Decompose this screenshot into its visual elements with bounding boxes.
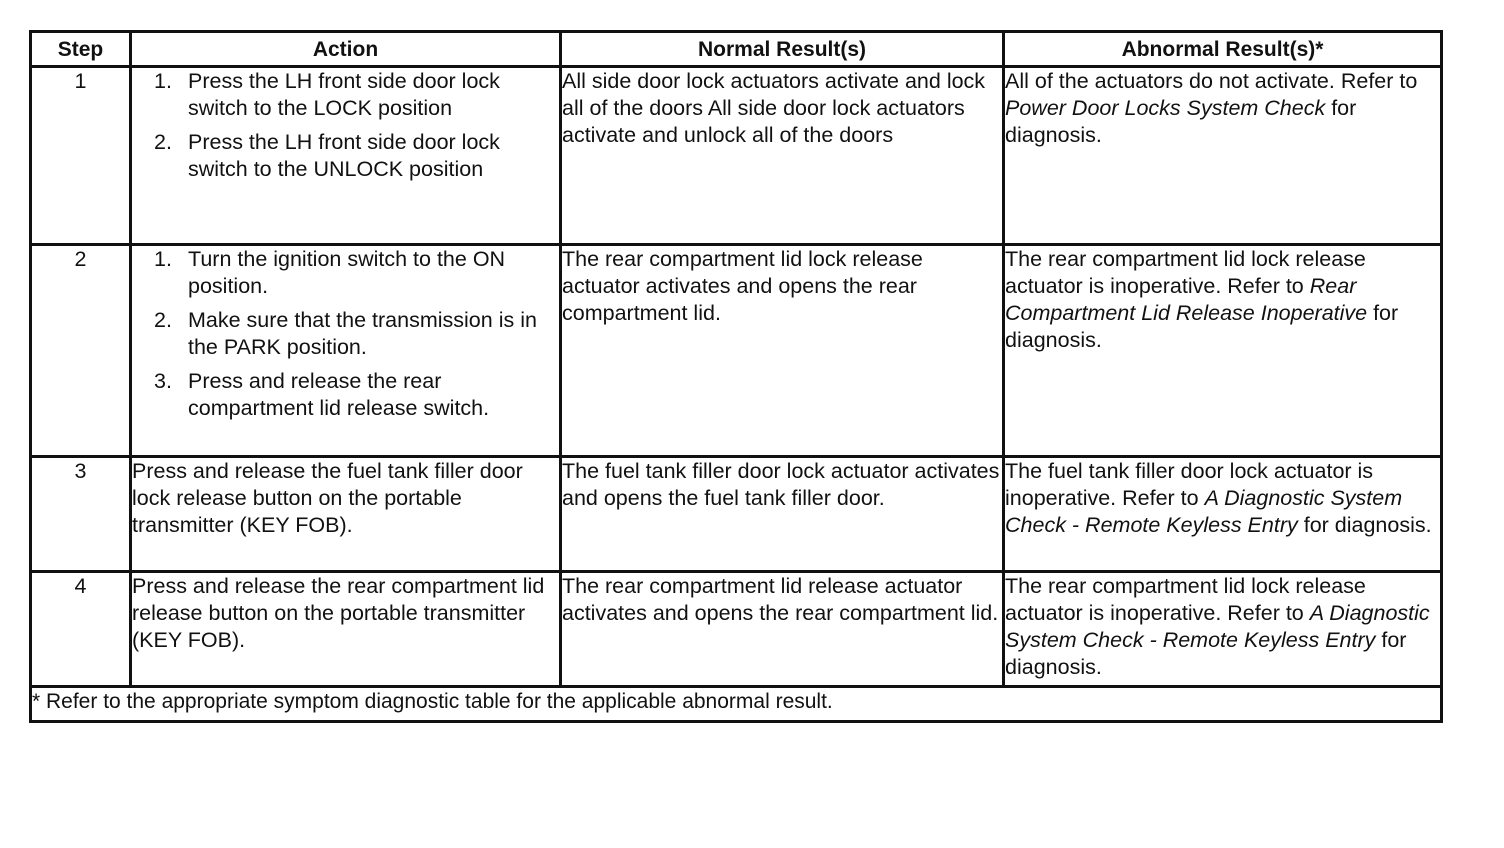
action-item-number: 1. bbox=[154, 69, 172, 93]
action-item-text: Press the LH front side door lock switch to the LOCK position bbox=[188, 69, 500, 120]
action-text: Press and release the fuel tank filler door lock release button on the portable transmitter (KEY FOB). bbox=[131, 457, 561, 572]
step-number: 3 bbox=[31, 457, 131, 572]
abnormal-text: The fuel tank filler door lock actuator is inoperative. Refer to bbox=[1005, 459, 1374, 510]
action-item-number: 3. bbox=[154, 369, 172, 393]
action-list bbox=[132, 246, 559, 422]
abnormal-text-suffix: for diagnosis. bbox=[1297, 513, 1432, 537]
abnormal-text: The rear compartment lid lock release actuator is inoperative. Refer to bbox=[1005, 247, 1366, 298]
table-row bbox=[31, 67, 1442, 245]
action-item-text: Press and release the rear compartment lid release switch. bbox=[188, 369, 490, 420]
normal-result: The fuel tank filler door lock actuator activates and opens the fuel tank filler door. bbox=[561, 457, 1004, 572]
action-list-item bbox=[154, 246, 559, 300]
action-text: Press and release the rear compartment lid release button on the portable transmitter (KEY FOB). bbox=[131, 572, 561, 687]
action-list-item bbox=[154, 368, 559, 422]
action-cell bbox=[131, 245, 561, 457]
action-cell bbox=[131, 67, 561, 245]
abnormal-text: All of the actuators do not activate. Refer to bbox=[1005, 69, 1418, 93]
abnormal-text: The rear compartment lid lock release actuator is inoperative. Refer to bbox=[1005, 574, 1366, 625]
step-number: 2 bbox=[31, 245, 131, 457]
abnormal-text-suffix: for diagnosis. bbox=[1005, 301, 1399, 352]
table-row bbox=[31, 572, 1442, 687]
header-step: Step bbox=[31, 32, 131, 67]
diagnosis-reference: A Diagnostic System Check - Remote Keyless Entry bbox=[1005, 601, 1430, 652]
step-number: 1 bbox=[31, 67, 131, 245]
action-item-number: 1. bbox=[154, 247, 172, 271]
action-item-text: Make sure that the transmission is in the PARK position. bbox=[188, 308, 537, 359]
action-list-item bbox=[154, 307, 559, 361]
action-list-item bbox=[154, 68, 559, 122]
abnormal-result bbox=[1004, 245, 1442, 457]
abnormal-result bbox=[1004, 457, 1442, 572]
table-header-row bbox=[31, 32, 1442, 67]
footnote: * Refer to the appropriate symptom diagnostic table for the applicable abnormal result. bbox=[31, 687, 1442, 722]
action-item-text: Turn the ignition switch to the ON position. bbox=[188, 247, 506, 298]
table-row bbox=[31, 457, 1442, 572]
header-normal-results: Normal Result(s) bbox=[561, 32, 1004, 67]
footnote-row bbox=[31, 687, 1442, 722]
diagnostic-table bbox=[29, 30, 1443, 723]
abnormal-result bbox=[1004, 572, 1442, 687]
action-item-number: 2. bbox=[154, 130, 172, 154]
diagnosis-reference: Power Door Locks System Check bbox=[1005, 96, 1326, 120]
action-item-number: 2. bbox=[154, 308, 172, 332]
header-action: Action bbox=[131, 32, 561, 67]
normal-result: The rear compartment lid release actuator activates and opens the rear compartment lid. bbox=[561, 572, 1004, 687]
abnormal-result bbox=[1004, 67, 1442, 245]
abnormal-text-suffix: for diagnosis. bbox=[1005, 628, 1407, 679]
table-row bbox=[31, 245, 1442, 457]
action-list bbox=[132, 68, 559, 183]
normal-result: All side door lock actuators activate and lock all of the doors All side door lock actuators activate and unlock all of the doors bbox=[561, 67, 1004, 245]
action-item-text: Press the LH front side door lock switch to the UNLOCK position bbox=[188, 130, 500, 181]
diagnosis-reference: A Diagnostic System Check - Remote Keyless Entry bbox=[1005, 486, 1403, 537]
abnormal-text-suffix: for diagnosis. bbox=[1005, 96, 1357, 147]
normal-result: The rear compartment lid lock release actuator activates and opens the rear compartment lid. bbox=[561, 245, 1004, 457]
header-abnormal-results: Abnormal Result(s)* bbox=[1004, 32, 1442, 67]
action-list-item bbox=[154, 129, 559, 183]
step-number: 4 bbox=[31, 572, 131, 687]
diagnosis-reference: Rear Compartment Lid Release Inoperative bbox=[1005, 274, 1368, 325]
